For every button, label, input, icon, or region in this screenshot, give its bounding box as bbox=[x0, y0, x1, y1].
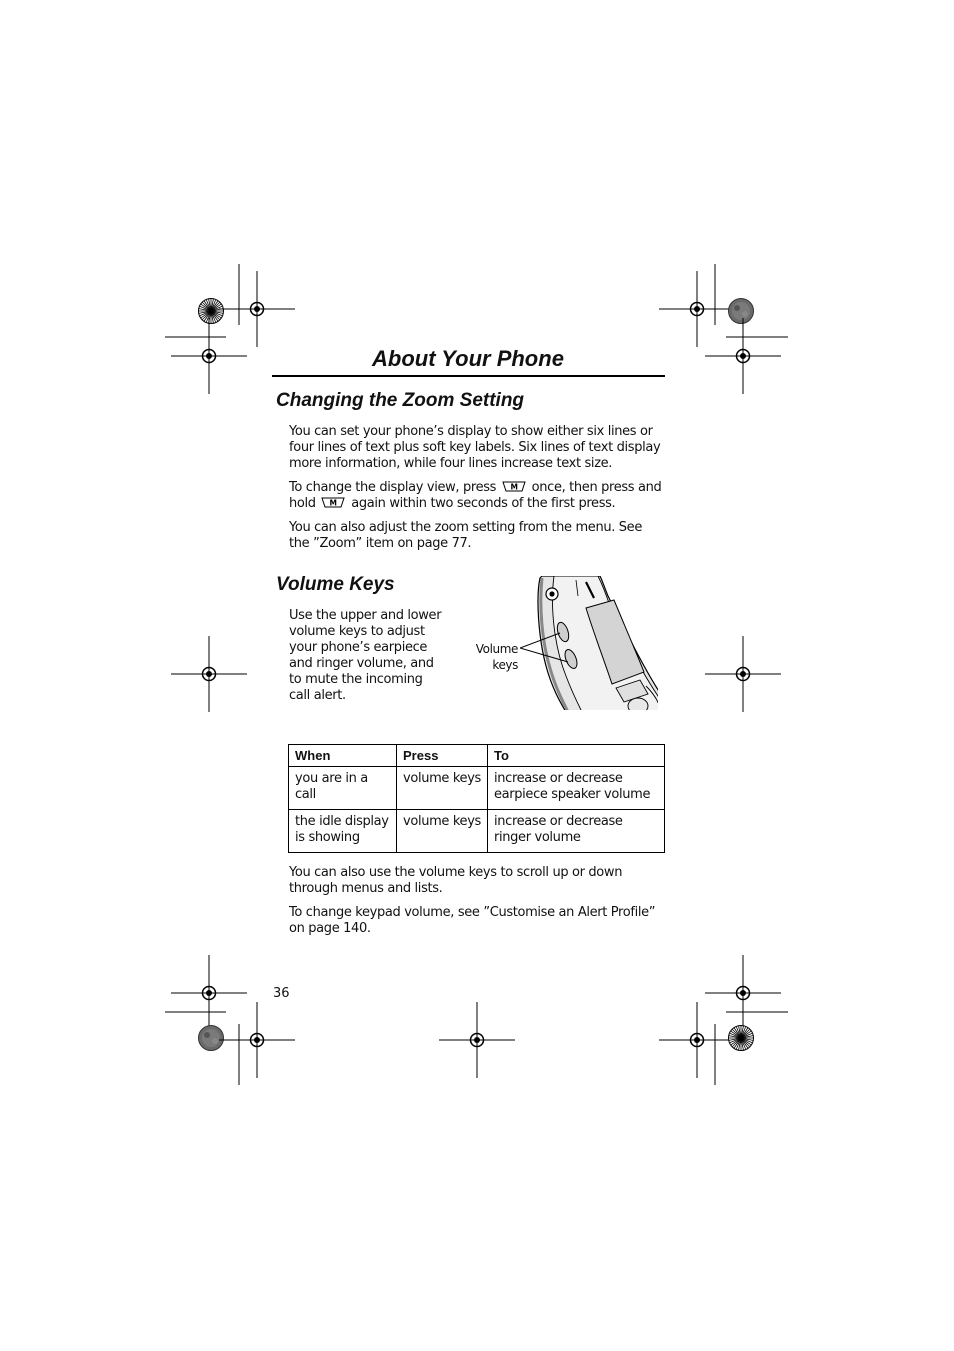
table-cell-press: volume keys bbox=[397, 767, 488, 810]
zoom-paragraph-1: You can set your phone’s display to show either six lines or four lines of text plus soft key labels. Six lines of text display more information, while four lines increase text size. bbox=[289, 424, 661, 471]
table-cell-when: you are in a call bbox=[289, 767, 397, 810]
zoom-para2-text-2: once, then press and hold bbox=[289, 480, 662, 511]
menu-key-letter: M bbox=[510, 482, 518, 492]
table-header-to: To bbox=[488, 745, 665, 767]
phone-illustration bbox=[520, 576, 662, 712]
table-header-press: Press bbox=[397, 745, 488, 767]
page-number: 36 bbox=[273, 986, 290, 1001]
section-title-zoom: Changing the Zoom Setting bbox=[276, 390, 525, 411]
table-row bbox=[289, 767, 665, 810]
table-cell-to: increase or decrease earpiece speaker volume bbox=[488, 767, 665, 810]
menu-key-icon bbox=[321, 497, 345, 508]
volume-keys-callout bbox=[462, 641, 518, 673]
volume-after-paragraph-2: To change keypad volume, see ”Customise an Alert Profile” on page 140. bbox=[289, 905, 656, 936]
zoom-paragraph-2 bbox=[289, 480, 665, 512]
table-header-when: When bbox=[289, 745, 397, 767]
section-title-volume: Volume Keys bbox=[276, 574, 395, 595]
volume-keys-table bbox=[288, 744, 665, 853]
callout-line-2: keys bbox=[492, 658, 518, 672]
table-row bbox=[289, 810, 665, 853]
menu-key-letter: M bbox=[329, 498, 338, 508]
zoom-para2-text-3: again within two seconds of the first press. bbox=[351, 496, 616, 511]
table-cell-when: the idle display is showing bbox=[289, 810, 397, 853]
volume-intro: Use the upper and lower volume keys to adjust your phone’s earpiece and ringer volume, and to mute the incoming call alert. bbox=[289, 608, 442, 703]
table-cell-to: increase or decrease ringer volume bbox=[488, 810, 665, 853]
zoom-paragraph-3: You can also adjust the zoom setting from the menu. See the ”Zoom” item on page 77. bbox=[289, 520, 642, 551]
menu-key-icon bbox=[502, 481, 526, 492]
zoom-para2-text-1: To change the display view, press bbox=[289, 480, 497, 495]
table-header-row bbox=[289, 745, 665, 767]
header-rule bbox=[272, 375, 665, 377]
callout-line-1: Volume bbox=[475, 642, 518, 656]
volume-after-paragraph-1: You can also use the volume keys to scroll up or down through menus and lists. bbox=[289, 865, 623, 896]
chapter-header: About Your Phone bbox=[372, 346, 564, 371]
table-cell-press: volume keys bbox=[397, 810, 488, 853]
